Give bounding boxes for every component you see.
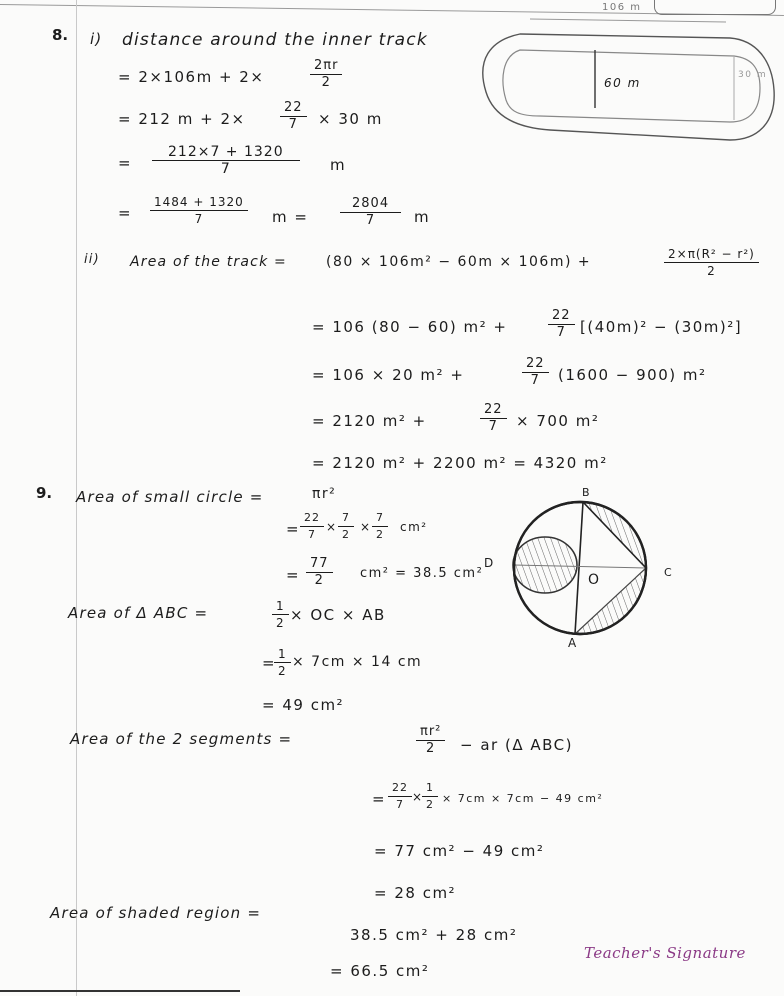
shaded-heading: Area of shaded region =	[50, 904, 262, 922]
segments-l2-frac2: $\frac{1}{2}$	[422, 780, 438, 813]
small-circle-formula: πr²	[312, 486, 337, 502]
part-ii-line3: = 106 × 20 m² +	[312, 366, 465, 384]
triangle-l2-eq: =	[262, 654, 277, 672]
part-i-line4-fraction2: $\frac{2804}{7}$	[340, 196, 401, 229]
point-B-label: B	[582, 486, 592, 499]
segments-result: = 28 cm²	[374, 884, 457, 902]
part-ii-heading: Area of the track =	[130, 254, 287, 270]
point-C-label: C	[664, 566, 674, 579]
part-i-line4-mid: m =	[272, 208, 309, 226]
part-ii-line5: = 2120 m² + 2200 m² = 4320 m²	[312, 454, 608, 472]
track-length-label: 106 m	[602, 2, 642, 13]
part-i-line2-tail: × 30 m	[318, 110, 383, 128]
part-ii-line3-fraction: $\frac{22}{7}$	[522, 356, 549, 389]
part-i-line1-fraction: $\frac{2\pi r}{2}$	[310, 58, 342, 91]
part-ii-line1: (80 × 106m² − 60m × 106m) +	[326, 254, 592, 270]
part-ii-line1-fraction: $\frac{\text{2×π(R² − r²)}}{2}$	[664, 246, 759, 279]
point-A-label: A	[568, 636, 578, 650]
small-circle-l2-eq: =	[286, 520, 301, 538]
small-circle-l2-frac2: $\frac{7}{2}$	[338, 510, 354, 543]
part-i-line3-unit: m	[330, 156, 347, 174]
small-circle-l3-eq: =	[286, 566, 301, 584]
segments-l1-frac: $\frac{\text{πr²}}{2}$	[416, 724, 445, 757]
small-circle-l2-times2: ×	[360, 520, 372, 534]
part-i-line4-eq: =	[118, 204, 133, 222]
part-i-heading: distance around the inner track	[122, 30, 428, 50]
triangle-result: = 49 cm²	[262, 696, 345, 714]
segments-heading: Area of the 2 segments =	[70, 730, 293, 748]
track-side-label: 30 m	[738, 70, 768, 80]
point-O-label: O	[588, 572, 601, 588]
part-ii-label: ii)	[84, 252, 100, 267]
small-circle-result: cm² = 38.5 cm²	[360, 566, 484, 581]
part-i-line2: = 212 m + 2×	[118, 110, 246, 128]
triangle-heading: Area of Δ ABC =	[68, 604, 209, 622]
question-number-8: 8.	[52, 26, 69, 44]
segments-l2-tail: × 7cm × 7cm − 49 cm²	[442, 792, 604, 805]
part-i-line2-fraction: $\frac{22}{7}$	[280, 100, 307, 133]
part-ii-line3-tail: (1600 − 900) m²	[558, 366, 707, 384]
triangle-l2: × 7cm × 14 cm	[292, 654, 423, 670]
small-circle-l2-unit: cm²	[400, 520, 428, 534]
part-ii-line2: = 106 (80 − 60) m² +	[312, 318, 508, 336]
segments-l3: = 77 cm² − 49 cm²	[374, 842, 545, 860]
teacher-signature-label: Teacher's Signature	[584, 944, 746, 962]
part-i-line4-fraction: $\frac{1484 + 1320}{7}$	[150, 194, 248, 227]
small-circle-l2-times: ×	[326, 520, 338, 534]
small-circle-l2-frac3: $\frac{7}{2}$	[372, 510, 388, 543]
segments-l2-eq: =	[372, 790, 387, 808]
small-circle-heading: Area of small circle =	[76, 488, 264, 506]
part-ii-line4-fraction: $\frac{22}{7}$	[480, 402, 507, 435]
triangle-l2-frac: $\frac{1}{2}$	[274, 646, 291, 679]
part-ii-line2-fraction: $\frac{22}{7}$	[548, 308, 575, 341]
part-i-label: i)	[90, 30, 103, 48]
part-ii-line4: = 2120 m² +	[312, 412, 427, 430]
track-width-label: 60 m	[604, 76, 641, 90]
small-circle-l2-frac1: $\frac{22}{7}$	[300, 510, 324, 543]
bottom-rule-line	[0, 990, 240, 992]
part-i-line3-fraction: $\frac{212\times 7 + 1320}{7}$	[152, 144, 300, 177]
segments-l2-frac1: $\frac{22}{7}$	[388, 780, 412, 813]
part-ii-line4-tail: × 700 m²	[516, 412, 600, 430]
triangle-l1: × OC × AB	[290, 606, 386, 624]
part-ii-line2-tail: [(40m)² − (30m)²]	[580, 318, 743, 336]
question-number-9: 9.	[36, 484, 53, 502]
segments-l2-times: ×	[412, 790, 424, 804]
shaded-l1: 38.5 cm² + 28 cm²	[350, 926, 518, 944]
part-i-line1: = 2×106m + 2×	[118, 68, 265, 86]
part-i-line3-eq: =	[118, 154, 133, 172]
part-i-line4-unit: m	[414, 208, 431, 226]
triangle-l1-frac: $\frac{1}{2}$	[272, 598, 289, 631]
point-D-label: D	[484, 556, 495, 570]
segments-l1-tail: − ar (Δ ABC)	[460, 736, 573, 754]
small-circle-l3-frac: $\frac{77}{2}$	[306, 556, 333, 589]
shaded-result: = 66.5 cm²	[330, 962, 430, 980]
